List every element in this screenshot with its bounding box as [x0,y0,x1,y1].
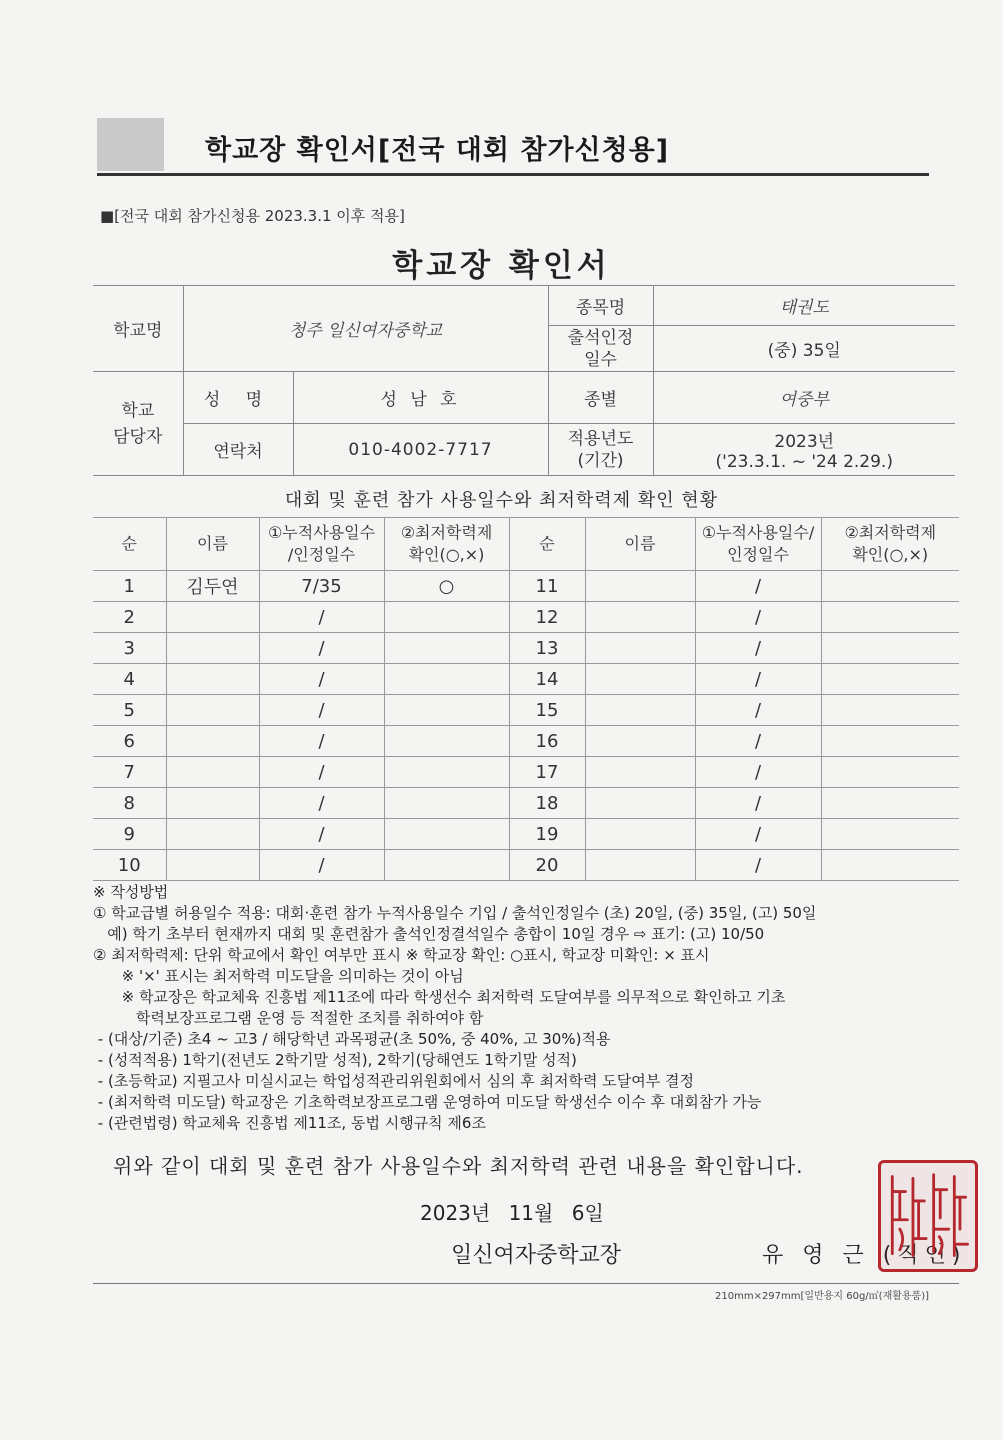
instruction-line: - (최저학력 미도달) 학교장은 기초학력보장프로그램 운영하여 미도달 학생선수 이수 후 대회참가 가능 [93,1093,762,1111]
row-check-left [384,726,509,757]
row-days-right: / [695,602,821,633]
paper-spec: 210mm×297mm[일반용지 60g/㎡(재활용품)] [715,1291,930,1302]
row-check-left [384,664,509,695]
table-row [93,850,959,881]
date-year: 2023년 [420,1201,491,1225]
contact-value: 010-4002-7717 [293,424,548,476]
row-no-left: 1 [93,571,166,602]
bottom-rule [93,1283,959,1284]
table-header-row [93,518,959,571]
row-no-right: 15 [509,695,585,726]
row-check-right [821,664,959,695]
instruction-line: ② 최저학력제: 단위 학교에서 확인 여부만 표시 ※ 학교장 확인: ○표시, 학교장 미확인: × 표시 [93,946,710,964]
row-name-right [585,664,695,695]
row-check-right [821,695,959,726]
row-name-right [585,788,695,819]
row-name-left: 김두연 [166,571,259,602]
sport-value: 태권도 [653,286,955,326]
official-seal-stamp [878,1160,978,1272]
row-name-right [585,695,695,726]
year-value: 2023년 [774,432,835,452]
row-days-left: / [259,757,384,788]
info-table [93,285,955,476]
header-name: 이름 [166,518,259,571]
row-check-left [384,788,509,819]
row-days-left: / [259,726,384,757]
instruction-line: - (성적적용) 1학기(전년도 2학기말 성적), 2학기(당해연도 1학기말 성적) [93,1051,577,1069]
row-name-left [166,664,259,695]
header-gray-block [97,118,164,171]
row-no-right: 17 [509,757,585,788]
signer-name: 유 영 근 (직인) [762,1243,967,1268]
row-days-right: / [695,850,821,881]
year-label: 적용년도 (기간) [548,424,653,476]
row-no-right: 16 [509,726,585,757]
row-no-right: 12 [509,602,585,633]
row-name-left [166,788,259,819]
instruction-line: ① 학교급별 허용일수 적용: 대회·훈련 참가 누적사용일수 기입 / 출석인정일수 (초) 20일, (중) 35일, (고) 50일 [93,904,817,922]
row-check-right [821,850,959,881]
row-no-left: 8 [93,788,166,819]
row-days-right: / [695,726,821,757]
header-rule [97,173,929,176]
attendance-label: 출석인정 일수 [548,326,653,372]
row-no-left: 10 [93,850,166,881]
row-days-right: / [695,695,821,726]
row-name-right [585,757,695,788]
header-check-left: ②최저학력제 확인(○,×) [384,518,509,571]
row-check-left [384,757,509,788]
school-label: 학교명 [93,286,183,372]
row-name-left [166,602,259,633]
manager-label: 학교 담당자 [93,372,183,476]
table-row [93,726,959,757]
row-name-right [585,819,695,850]
row-days-right: / [695,664,821,695]
row-name-left [166,819,259,850]
seal-graphic [881,1163,975,1269]
category-label: 종별 [548,372,653,424]
confirmation-statement: 위와 같이 대회 및 훈련 참가 사용일수와 최저학력 관련 내용을 확인합니다. [113,1154,804,1178]
row-no-left: 9 [93,819,166,850]
row-no-left: 5 [93,695,166,726]
status-heading: 대회 및 훈련 참가 사용일수와 최저학력제 확인 현황 [284,490,719,511]
row-check-left: ○ [384,571,509,602]
row-no-left: 7 [93,757,166,788]
instruction-line: ※ 학교장은 학교체육 진흥법 제11조에 따라 학생선수 최저학력 도달여부를 의무적으로 확인하고 기초 [93,988,786,1006]
row-no-left: 2 [93,602,166,633]
row-days-left: 7/35 [259,571,384,602]
row-name-right [585,571,695,602]
table-row [93,571,959,602]
table-row [93,633,959,664]
attendance-value: (중) 35일 [653,326,955,372]
year-cell [653,424,955,476]
row-days-left: / [259,664,384,695]
row-check-right [821,757,959,788]
row-days-right: / [695,633,821,664]
row-no-right: 13 [509,633,585,664]
instruction-line: 예) 학기 초부터 현재까지 대회 및 훈련참가 출석인정결석일수 총합이 10일 경우 ⇨ 표기: (고) 10/50 [93,925,765,943]
row-days-right: / [695,819,821,850]
instruction-line: ※ '×' 표시는 최저학력 미도달을 의미하는 것이 아님 [93,967,464,985]
contact-label: 연락처 [183,424,293,476]
row-days-right: / [695,571,821,602]
header-check-right: ②최저학력제 확인(○,×) [821,518,959,571]
issue-date [420,1197,604,1226]
sport-label: 종목명 [548,286,653,326]
row-name-left [166,726,259,757]
row-name-right [585,633,695,664]
row-days-left: / [259,819,384,850]
row-name-right [585,850,695,881]
form-applicability-note: ■[전국 대회 참가신청용 2023.3.1 이후 적용] [100,207,405,225]
instruction-line: ※ 작성방법 [93,883,169,901]
header-days-left: ①누적사용일수 /인정일수 [259,518,384,571]
year-period: ('23.3.1. ~ '24 2.29.) [715,452,893,472]
row-no-right: 18 [509,788,585,819]
row-name-left [166,633,259,664]
instruction-line: - (대상/기준) 초4 ~ 고3 / 해당학년 과목평균(초 50%, 중 40%, 고 30%)적용 [93,1030,611,1048]
table-row [93,788,959,819]
instruction-line: - (관련법령) 학교체육 진흥법 제11조, 동법 시행규칙 제6조 [93,1114,486,1132]
row-days-left: / [259,850,384,881]
school-value: 청주 일신여자중학교 [183,286,548,372]
table-row [93,695,959,726]
row-days-left: / [259,602,384,633]
header-no: 순 [93,518,166,571]
row-days-left: / [259,788,384,819]
row-check-right [821,788,959,819]
header-no-right: 순 [509,518,585,571]
row-check-left [384,633,509,664]
row-check-right [821,602,959,633]
row-days-left: / [259,633,384,664]
table-row [93,664,959,695]
row-name-left [166,850,259,881]
instruction-line: 학력보장프로그램 운영 등 적절한 조치를 취하여야 함 [93,1009,484,1027]
instruction-line: - (초등학교) 지필고사 미실시교는 학업성적관리위원회에서 심의 후 최저학력 도달여부 결정 [93,1072,694,1090]
table-row [93,757,959,788]
table-row [93,819,959,850]
header-name-right: 이름 [585,518,695,571]
row-no-right: 20 [509,850,585,881]
row-days-right: / [695,757,821,788]
row-no-right: 19 [509,819,585,850]
header-title: 학교장 확인서[전국 대회 참가신청용] [205,135,670,166]
row-no-left: 4 [93,664,166,695]
row-check-left [384,819,509,850]
date-month: 11월 [508,1201,554,1225]
row-name-left [166,695,259,726]
row-no-right: 14 [509,664,585,695]
category-value: 여중부 [653,372,955,424]
row-days-left: / [259,695,384,726]
table-row [93,602,959,633]
row-check-right [821,633,959,664]
row-name-right [585,726,695,757]
row-check-left [384,850,509,881]
signer-title: 일신여자중학교장 [451,1243,622,1268]
header-days-right: ①누적사용일수/ 인정일수 [695,518,821,571]
row-check-right [821,819,959,850]
name-label: 성 명 [183,372,293,424]
row-days-right: / [695,788,821,819]
row-no-left: 3 [93,633,166,664]
date-day: 6일 [571,1201,604,1225]
row-no-right: 11 [509,571,585,602]
participants-table [93,517,959,881]
row-name-left [166,757,259,788]
row-check-left [384,695,509,726]
row-check-left [384,602,509,633]
row-check-right [821,726,959,757]
main-title: 학교장 확인서 [392,248,611,284]
manager-name: 성 남 호 [293,372,548,424]
row-name-right [585,602,695,633]
instructions [93,882,973,1134]
row-no-left: 6 [93,726,166,757]
row-check-right [821,571,959,602]
